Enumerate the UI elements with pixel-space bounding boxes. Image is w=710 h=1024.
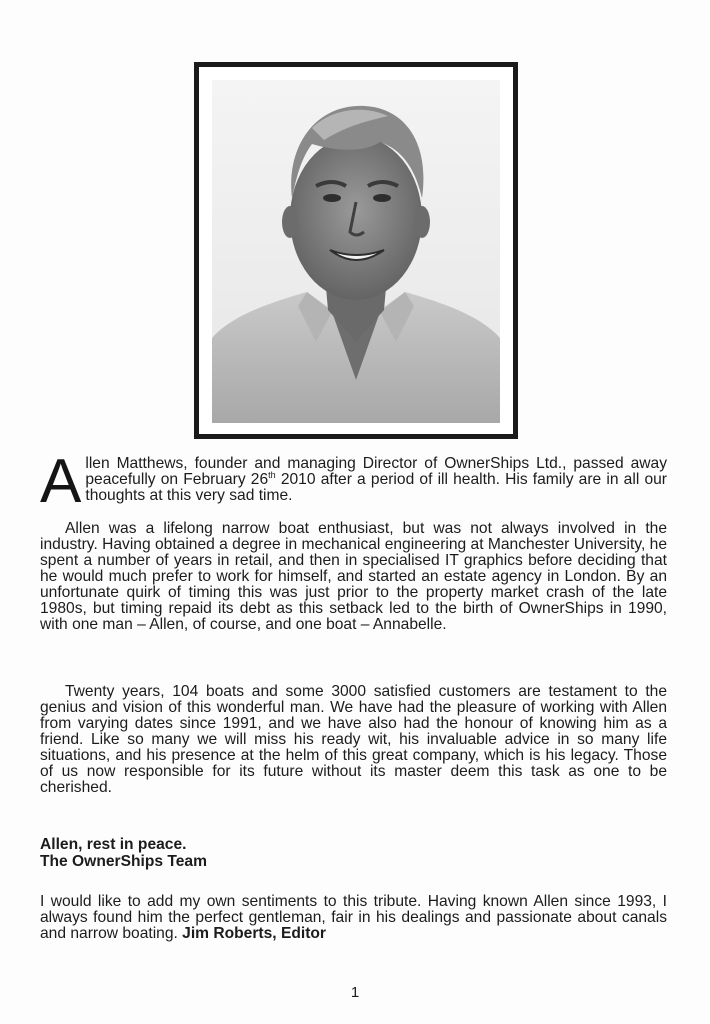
photo-frame	[194, 62, 518, 439]
signoff	[40, 836, 207, 870]
editor-note	[40, 894, 667, 942]
drop-cap: A	[40, 447, 82, 516]
page-number: 1	[350, 984, 360, 1001]
tribute-paragraph-2: Allen was a lifelong narrow boat enthusiast, but was not always involved in the industry. Having obtained a degree in mechanical engineering at Manchester University, he spent a number of years in retail, and then in specialised IT graphics before deciding that he would much prefer to work for himself, and started an estate agency in London. By an unfortunate quirk of timing this was just prior to the property market crash of the late 1980s, but timing repaid its debt as this setback led to the birth of OwnerShips in 1990, with one man – Allen, of course, and one boat – Annabelle.	[40, 520, 667, 633]
signoff-line-2: The OwnerShips Team	[40, 853, 207, 870]
portrait-illustration	[212, 80, 500, 423]
intro-text-start: llen Matthews, founder and managing Director of OwnerShips Ltd., passed away peacefully on February 26	[85, 455, 667, 488]
editor-signature: Jim Roberts, Editor	[182, 925, 327, 942]
tribute-intro	[40, 447, 667, 516]
portrait-photo	[212, 80, 500, 423]
date-suffix: th	[268, 469, 276, 480]
intro-text-end: 2010 after a period of ill health. His family are in all our thoughts at this very sad time.	[85, 471, 667, 504]
tribute-paragraph-3: Twenty years, 104 boats and some 3000 satisfied customers are testament to the genius and vision of this wonderful man. We have had the pleasure of working with Allen from varying dates since 1991, and we have also had the honour of knowing him as a friend. Like so many we will miss his ready wit, his invaluable advice in so many life situations, and his presence at the helm of this great company, which is his legacy. Those of us now responsible for its future without its master deem this task as one to be cherished.	[40, 683, 667, 796]
editor-note-text: I would like to add my own sentiments to this tribute. Having known Allen since 1993, I always found him the perfect gentleman, fair in his dealings and passionate about canals and narrow boating.	[40, 893, 667, 942]
signoff-line-1: Allen, rest in peace.	[40, 836, 187, 853]
